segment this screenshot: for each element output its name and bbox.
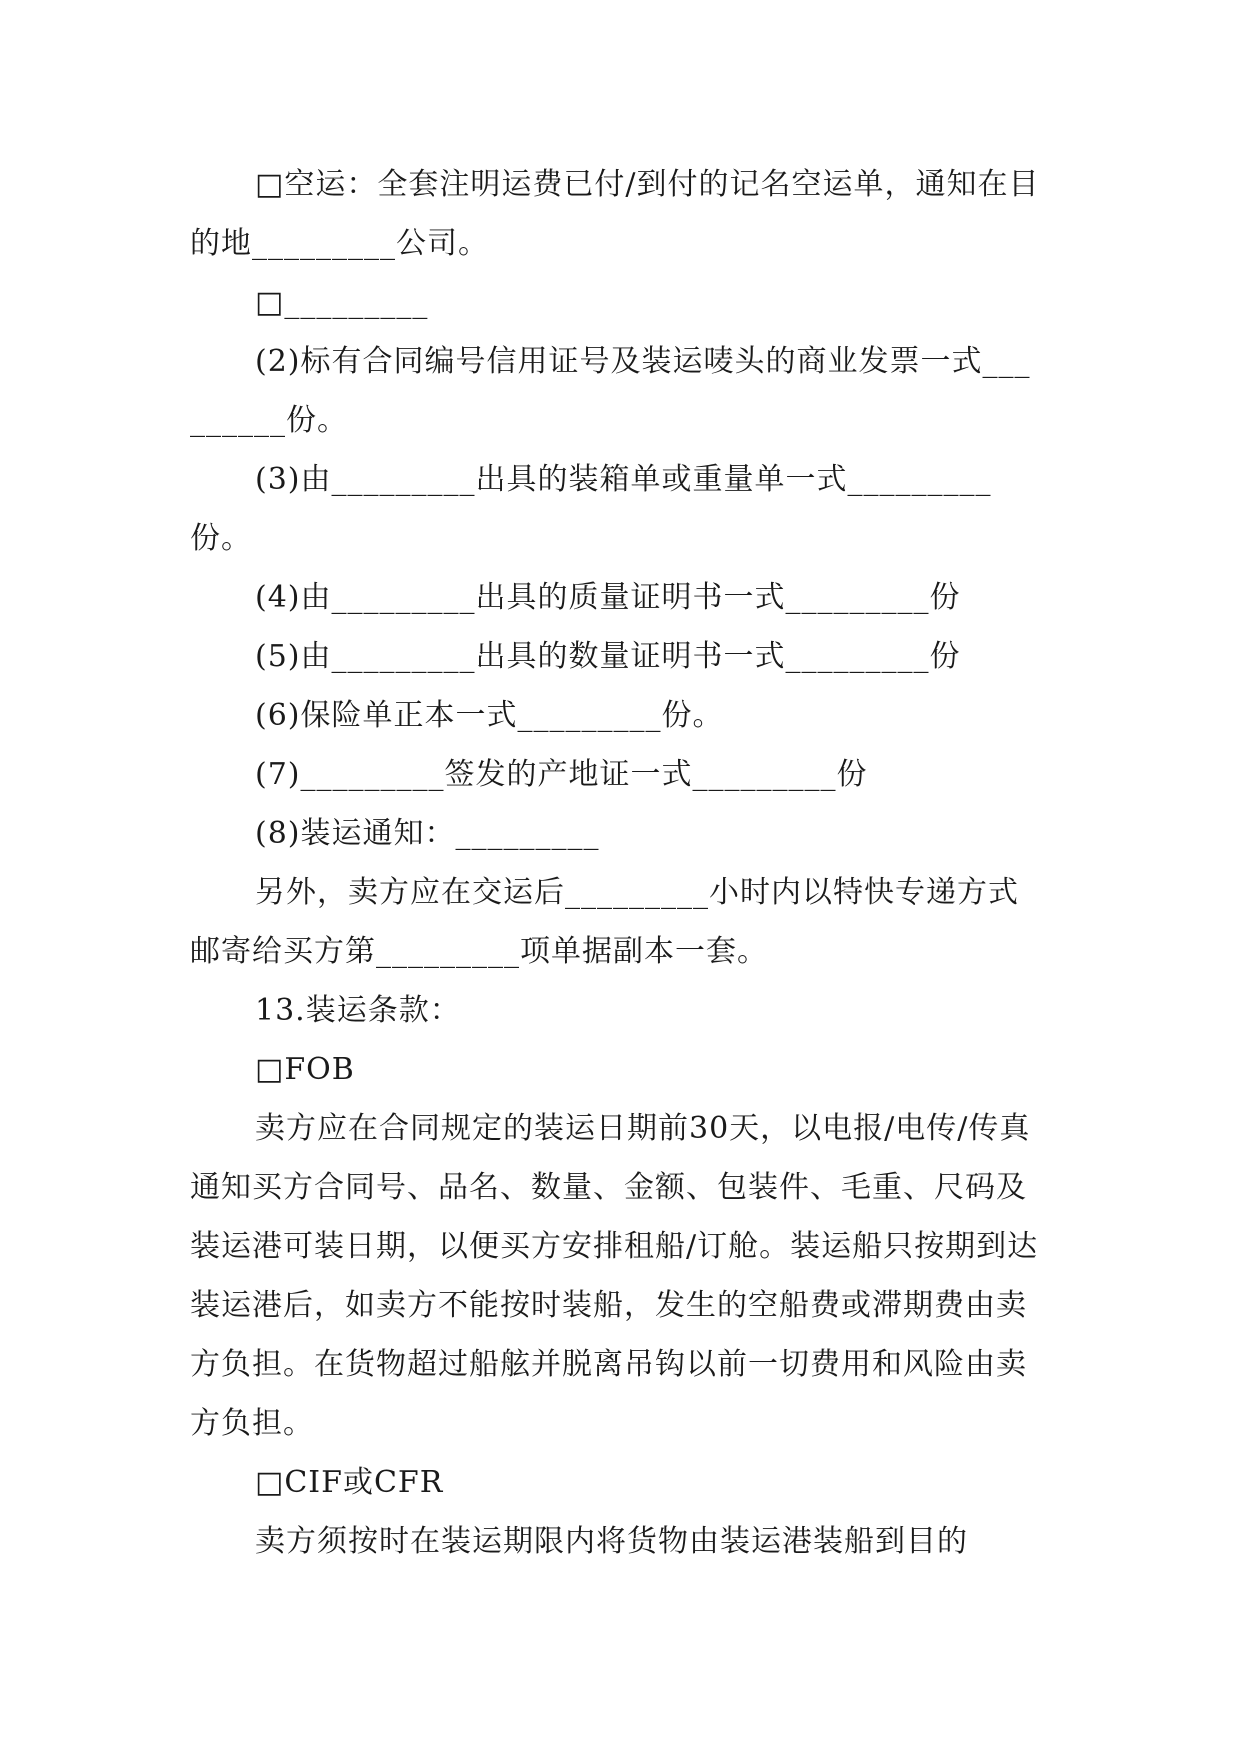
document-body: [190, 155, 1046, 1571]
paragraph-packing-list: (3)由_________出具的装箱单或重量单一式_________份。: [190, 462, 992, 556]
paragraph-shipping-advice: (8)装运通知：_________: [255, 816, 600, 851]
paragraph-air-transport: □空运：全套注明运费已付/到付的记名空运单，通知在目的地_________公司。: [190, 167, 1040, 261]
paragraph-quantity-certificate: (5)由_________出具的数量证明书一式_________份: [255, 639, 961, 674]
paragraph-certificate-of-origin: (7)_________签发的产地证一式_________份: [255, 757, 868, 792]
paragraph-cif-cfr-terms: 卖方须按时在装运期限内将货物由装运港装船到目的: [255, 1524, 968, 1559]
paragraph-commercial-invoice: (2)标有合同编号信用证号及装运唛头的商业发票一式_________份。: [190, 344, 1031, 438]
paragraph-express-mail: 另外，卖方应在交运后_________小时内以特快专递方式邮寄给买方第_________项单据副本一套。: [190, 875, 1019, 969]
paragraph-insurance-policy: (6)保险单正本一式_________份。: [255, 698, 724, 733]
paragraph-quality-certificate: (4)由_________出具的质量证明书一式_________份: [255, 580, 961, 615]
paragraph-fob-terms: 卖方应在合同规定的装运日期前30天，以电报/电传/传真通知买方合同号、品名、数量、金额、包装件、毛重、尺码及装运港可装日期，以便买方安排租船/订舱。装运船只按期到达装运港后，如卖方不能按时装船，发生的空船费或滞期费由卖方负担。在货物超过船舷并脱离吊钩以前一切费用和风险由卖方负担。: [190, 1111, 1039, 1441]
paragraph-fob-option: □FOB: [255, 1052, 355, 1087]
section-heading-shipment-terms: 13.装运条款：: [255, 993, 461, 1028]
paragraph-other-option: □_________: [255, 285, 429, 320]
paragraph-cif-cfr-option: □CIF或CFR: [255, 1465, 444, 1500]
